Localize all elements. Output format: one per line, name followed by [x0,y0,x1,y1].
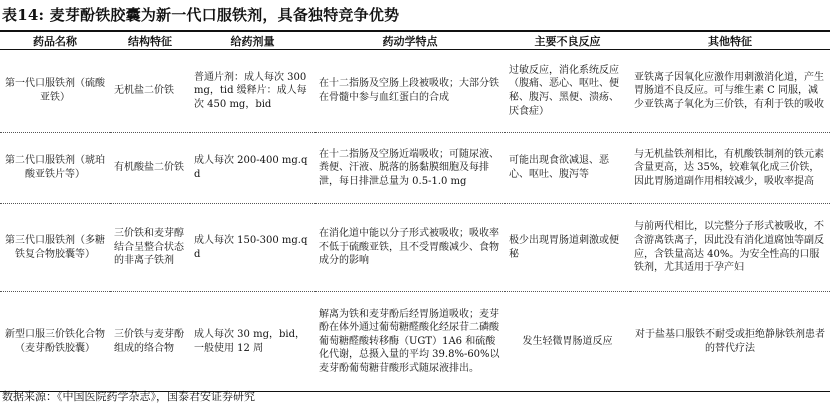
cell-other-features: 对于盐基口服铁不耐受或拒绝静脉铁剂患者的替代疗法 [630,292,830,392]
header-pharmacokinetics: 药动学特点 [315,31,505,50]
cell-structure: 无机盐二价铁 [110,50,190,133]
cell-structure: 三价铁与麦芽酚组成的络合物 [110,292,190,392]
cell-adverse-reactions: 极少出现胃肠道刺激或便秘 [505,204,630,292]
cell-dosage: 成人每次 200-400 mg.qd [190,133,315,204]
cell-other-features: 与前两代相比，以完整分子形式被吸收，不含游离铁离子，因此没有消化道腐蚀等副反应，含铁量高达 40%。为安全性高的口服铁剂，尤其适用于孕产妇 [630,204,830,292]
cell-dosage: 成人每次 30 mg，bid，一般使用 12 周 [190,292,315,392]
cell-adverse-reactions: 过敏反应，消化系统反应（腹痛、恶心、呕吐、便秘、腹泻、黑便、溃疡、厌食症） [505,50,630,133]
cell-other-features: 与无机盐铁剂相比，有机酸铁制剂的铁元素含量更高，达 35%，较难氧化成三价铁，因此胃肠道副作用相较减少，吸收率提高 [630,133,830,204]
cell-drug-name: 新型口服三价铁化合物（麦芽酚铁胶囊） [0,292,110,392]
cell-adverse-reactions: 可能出现食欲减退、恶心、呕吐、腹泻等 [505,133,630,204]
cell-structure: 有机酸盐二价铁 [110,133,190,204]
header-adverse-reactions: 主要不良反应 [505,31,630,50]
data-source-note: 数据来源：《中国医院药学杂志》，国泰君安证券研究 [2,390,255,403]
cell-dosage: 普通片剂：成人每次 300 mg，tid 缓释片：成人每次 450 mg，bid [190,50,315,133]
comparison-table [0,30,830,392]
table-row [0,133,830,204]
table-row [0,204,830,292]
cell-drug-name: 第二代口服铁剂（琥珀酸亚铁片等） [0,133,110,204]
cell-other-features: 亚铁离子因氧化应激作用刺激消化道，产生胃肠道不良反应。可与维生素 C 同服，减少亚铁离子氧化为三价铁，有利于铁的吸收 [630,50,830,133]
header-structure: 结构特征 [110,31,190,50]
cell-pharmacokinetics: 在十二指肠及空肠近端吸收；可随尿液、粪便、汗液、脱落的肠黏膜细胞及每排泄，每日排泄总量为 0.5-1.0 mg [315,133,505,204]
cell-structure: 三价铁和麦芽醇结合呈整合状态的非离子铁剂 [110,204,190,292]
cell-pharmacokinetics: 解离为铁和麦芽酚后经胃肠道吸收；麦芽酚在体外通过葡萄糖醛酸化经尿苷二磷酸葡萄糖醛酸转移酶（UGT）1A6 和硫酸化代谢，总摄入量的平均 39.8%-60%以麦芽酚葡萄糖苷酸形式随尿液排出。 [315,292,505,392]
table-header-row [0,31,830,50]
cell-pharmacokinetics: 在消化道中能以分子形式被吸收；吸收率不低于硫酸亚铁，且不受胃酸减少、食物成分的影响 [315,204,505,292]
cell-drug-name: 第一代口服铁剂（硫酸亚铁） [0,50,110,133]
header-dosage: 给药剂量 [190,31,315,50]
cell-dosage: 成人每次 150-300 mg.qd [190,204,315,292]
cell-adverse-reactions: 发生轻微胃肠道反应 [505,292,630,392]
cell-pharmacokinetics: 在十二指肠及空肠上段被吸收；大部分铁在骨髓中参与血红蛋白的合成 [315,50,505,133]
table-row [0,50,830,133]
table-title: 表14: 麦芽酚铁胶囊为新一代口服铁剂，具备独特竞争优势 [2,6,400,24]
table-row [0,292,830,392]
cell-drug-name: 第三代口服铁剂（多糖铁复合物胶囊等） [0,204,110,292]
header-drug-name: 药品名称 [0,31,110,50]
header-other-features: 其他特征 [630,31,830,50]
